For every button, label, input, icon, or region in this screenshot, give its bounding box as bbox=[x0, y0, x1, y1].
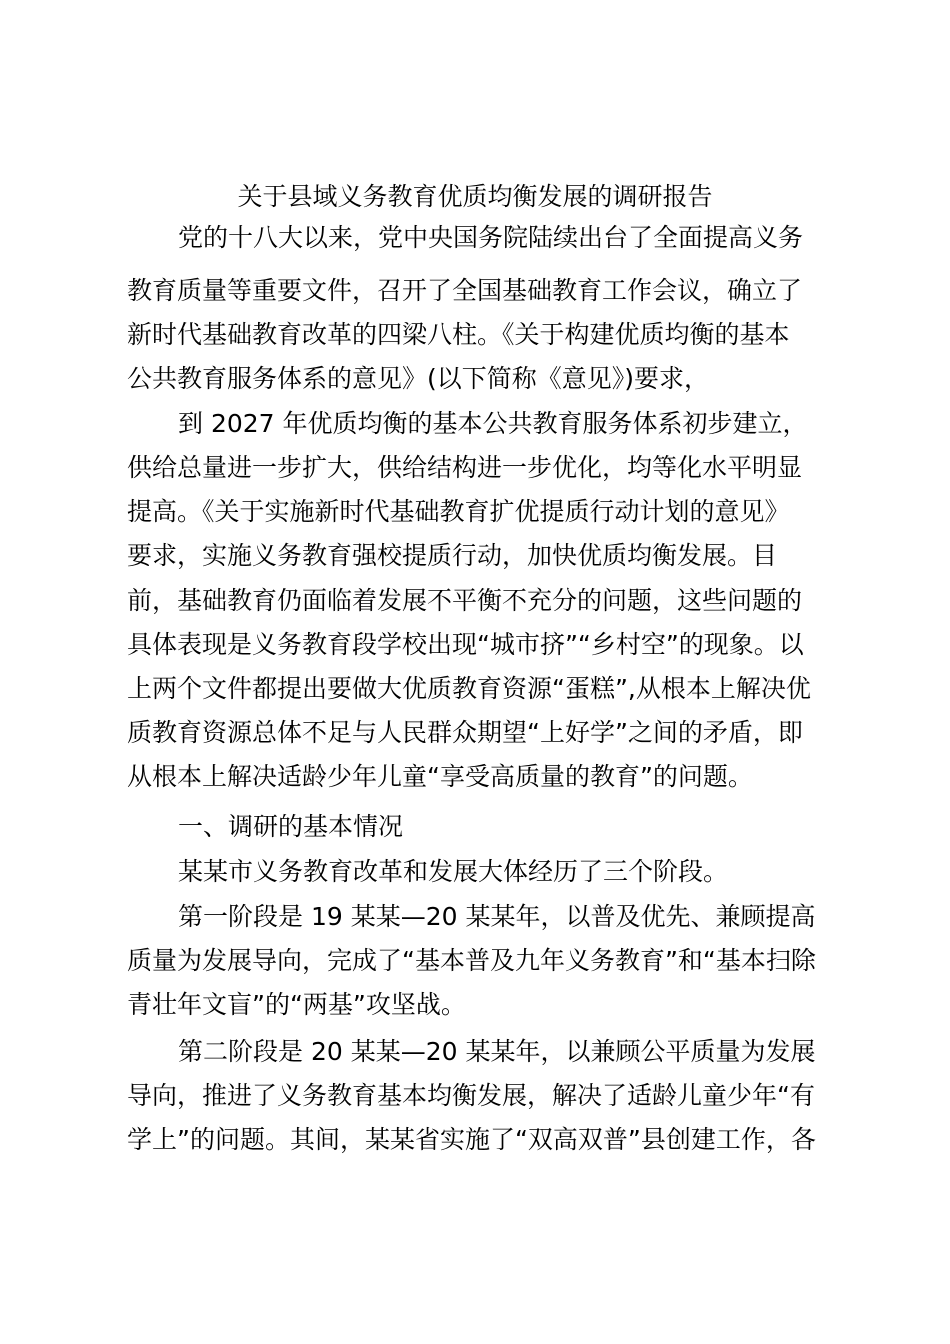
paragraph-line: 青壮年文盲”的“两基”攻坚战。 bbox=[127, 990, 466, 1019]
paragraph-line: 具体表现是义务教育段学校出现“城市挤”“乡村空”的现象。以 bbox=[127, 630, 804, 659]
paragraph-line: 要求，实施义务教育强校提质行动，加快优质均衡发展。目 bbox=[127, 541, 778, 570]
paragraph-line: 第一阶段是 19 某某—20 某某年，以普及优先、兼顾提高 bbox=[178, 902, 816, 931]
section-heading: 一、调研的基本情况 bbox=[178, 812, 404, 841]
paragraph-line: 教育质量等重要文件，召开了全国基础教育工作会议，确立了 bbox=[127, 276, 803, 305]
paragraph-line: 质教育资源总体不足与人民群众期望“上好学”之间的矛盾，即 bbox=[127, 718, 803, 747]
paragraph-line: 到 2027 年优质均衡的基本公共教育服务体系初步建立， bbox=[178, 409, 808, 438]
paragraph-line: 第二阶段是 20 某某—20 某某年，以兼顾公平质量为发展 bbox=[178, 1037, 816, 1066]
paragraph-line: 学上”的问题。其间，某某省实施了“双高双普”县创建工作，各 bbox=[127, 1125, 816, 1154]
paragraph-line: 供给总量进一步扩大，供给结构进一步优化，均等化水平明显 bbox=[127, 453, 803, 482]
paragraph-line: 公共教育服务体系的意见》(以下简称《意见》)要求， bbox=[127, 364, 710, 393]
paragraph-line: 提高。《关于实施新时代基础教育扩优提质行动计划的意见》 bbox=[127, 497, 790, 526]
paragraph-line: 新时代基础教育改革的四梁八柱。《关于构建优质均衡的基本 bbox=[127, 320, 790, 349]
paragraph-line: 党的十八大以来，党中央国务院陆续出台了全面提高义务 bbox=[178, 223, 804, 252]
paragraph-line: 前，基础教育仍面临着发展不平衡不充分的问题，这些问题的 bbox=[127, 586, 803, 615]
paragraph-line: 上两个文件都提出要做大优质教育资源“蛋糕”,从根本上解决优 bbox=[127, 674, 811, 703]
paragraph-line: 质量为发展导向，完成了“基本普及九年义务教育”和“基本扫除 bbox=[127, 946, 816, 975]
paragraph-line: 某某市义务教育改革和发展大体经历了三个阶段。 bbox=[178, 857, 729, 886]
paragraph-line: 从根本上解决适龄少年儿童“享受高质量的教育”的问题。 bbox=[127, 762, 753, 791]
document-title: 关于县域义务教育优质均衡发展的调研报告 bbox=[237, 182, 713, 211]
paragraph-line: 导向，推进了义务教育基本均衡发展，解决了适龄儿童少年“有 bbox=[127, 1081, 815, 1110]
